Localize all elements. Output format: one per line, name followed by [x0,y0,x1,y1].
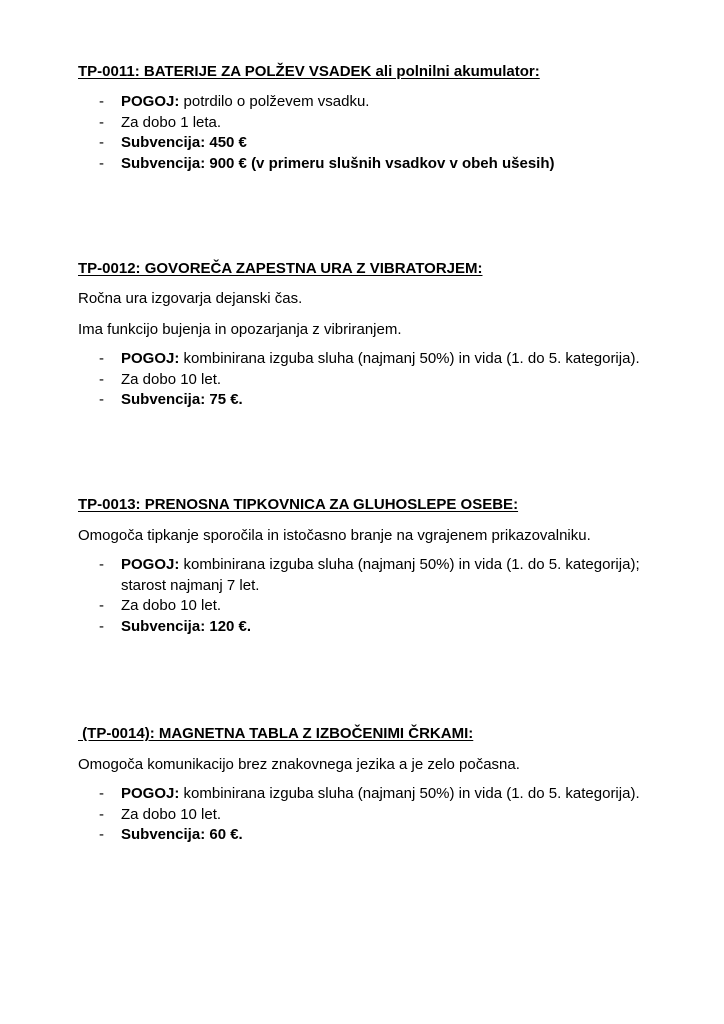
list-item [78,617,678,638]
item-list [78,92,678,174]
item-list [78,349,678,411]
item-label: POGOJ: [121,785,180,802]
item-label: POGOJ: [121,556,180,573]
item-text: kombinirana izguba sluha (najmanj 50%) in vida (1. do 5. kategorija). [179,785,640,802]
bullet-dash: - [99,350,104,367]
item-label: Subvencija: 75 €. [121,391,243,408]
item-label: POGOJ: [121,93,180,110]
bullet-dash: - [99,617,104,635]
section-tp-0012 [78,259,678,411]
list-item [78,370,678,391]
bullet-dash: - [99,134,104,151]
item-list [78,784,678,846]
list-item [78,784,678,805]
bullet-dash: - [99,826,104,843]
list-item [78,596,678,617]
item-text: Za dobo 10 let. [121,805,222,823]
bullet-dash: - [99,556,104,573]
bullet-dash: - [99,785,104,802]
section-heading: TP-0012: GOVOREČA ZAPESTNA URA Z VIBRATORJEM: [78,260,483,277]
list-item [78,390,678,411]
section-tp-0011 [78,62,678,174]
section-tp-0014 [78,724,678,846]
list-item [78,133,678,154]
section-tp-0013 [78,495,678,637]
bullet-dash: - [99,370,104,388]
bullet-dash: - [99,113,104,131]
bullet-dash: - [99,391,104,408]
section-heading: TP-0013: PRENOSNA TIPKOVNICA ZA GLUHOSLEPE OSEBE: [78,496,519,513]
item-text: potrdilo o polževem vsadku. [179,93,370,110]
list-item [78,113,678,134]
bullet-dash: - [99,597,104,614]
item-label: Subvencija: 900 € (v primeru slušnih vsadkov v obeh ušesih) [121,154,555,172]
item-text: Za dobo 10 let. [121,370,222,388]
item-label: POGOJ: [121,350,180,367]
list-item [78,92,678,113]
description-paragraph: Ima funkcijo bujenja in opozarjanja z vibriranjem. [78,321,402,338]
item-text: Za dobo 10 let. [121,597,222,614]
list-item [78,349,678,370]
description-paragraph: Omogoča tipkanje sporočila in istočasno branje na vgrajenem prikazovalniku. [78,527,591,544]
section-heading: (TP-0014): MAGNETNA TABLA Z IZBOČENIMI ČRKAMI: [78,725,474,742]
item-text: Za dobo 1 leta. [121,113,222,131]
item-label: Subvencija: 450 € [121,134,247,151]
description-paragraph: Omogoča komunikacijo brez znakovnega jezika a je zelo počasna. [78,756,520,773]
bullet-dash: - [99,805,104,823]
item-label: Subvencija: 120 €. [121,617,252,635]
item-label: Subvencija: 60 €. [121,826,243,843]
bullet-dash: - [99,154,104,172]
item-text: kombinirana izguba sluha (najmanj 50%) in vida (1. do 5. kategorija). [179,350,640,367]
list-item [78,805,678,826]
description-paragraph: Ročna ura izgovarja dejanski čas. [78,290,303,307]
bullet-dash: - [99,93,104,110]
section-heading: TP-0011: BATERIJE ZA POLŽEV VSADEK ali polnilni akumulator: [78,63,540,80]
item-list [78,555,678,637]
list-item [78,825,678,846]
list-item [78,154,678,175]
item-text: kombinirana izguba sluha (najmanj 50%) in vida (1. do 5. kategorija); starost najmanj 7 let. [121,556,640,594]
list-item [78,555,669,596]
